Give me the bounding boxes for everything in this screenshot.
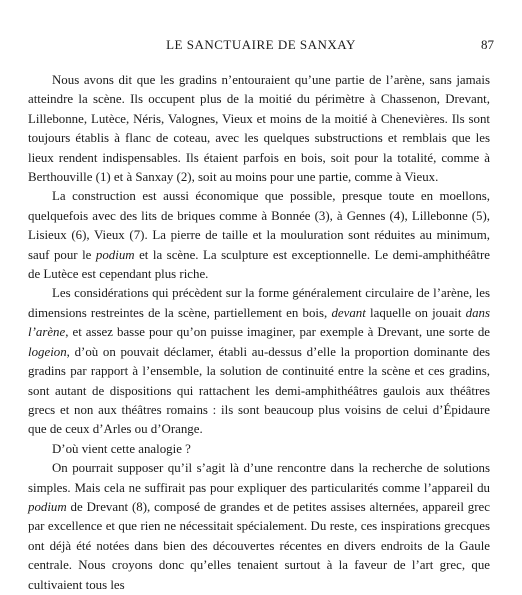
- running-title: LE SANCTUAIRE DE SANXAY: [166, 37, 356, 52]
- paragraph: [28, 187, 490, 284]
- paragraph: [28, 459, 490, 595]
- italic-term: devant: [331, 305, 366, 320]
- text-segment: Nous avons dit que les gradins n’entouraient qu’une partie de l’arène, sans jamais atteindre la scène. Ils occupent plus de la moitié du périmètre à Chassenon, Drevant, Lillebonne, Lutèce, Néris, Valognes, Vieux et moins de la moitié à Chenevières. Ils sont toujours établis à flanc de coteau, avec les quelques substructions et remblais que les lieux rendent indispensables. Ils étaient parfois en bois, soit pour la totalité, comme à Berthouville (1) et à Sanxay (2), soit au moins pour une partie, comme à Vieux.: [28, 73, 490, 185]
- text-segment: La construction est aussi économique que possible, presque toute en moellons, quelquefois avec des lits de briques comme à Bonnée (3), à Gennes (4), Lillebonne (5), Lisieux (6), Vieux (7). La pierre de taille et la mouluration sont réduites au minimum, sauf pour le: [28, 189, 490, 262]
- text-segment: Les considérations qui précèdent sur la forme généralement circulaire de l’arène, les dimensions restreintes de la scène, partiellement en bois,: [28, 286, 490, 320]
- text-segment: et la scène. La sculpture est exceptionnelle. Le demi-amphithéâtre de Lutèce est cependant plus riche.: [28, 247, 490, 282]
- page-number: 87: [481, 37, 494, 52]
- paragraph: [28, 284, 490, 439]
- running-header: [20, 37, 502, 55]
- text-segment: D’où vient cette analogie ?: [52, 441, 191, 456]
- italic-term: logeion: [28, 344, 67, 359]
- text-segment: On pourrait supposer qu’il s’agit là d’une rencontre dans la recherche de solutions simples. Mais cela ne suffirait pas pour expliquer des particularités comme l’appareil du: [28, 461, 490, 495]
- paragraph: [28, 71, 490, 187]
- text-segment: laquelle on jouait: [365, 305, 466, 320]
- italic-term: podium: [28, 499, 67, 514]
- italic-term: podium: [95, 247, 135, 262]
- text-segment: , d’où on pouvait déclamer, établi au-dessus d’elle la proportion dominante des gradins par rapport à l’ensemble, la solution de continuité entre la scène et ces gradins, sont autant de dispositions qui rattachent les demi-amphithéâtres gaulois aux théâtres grecs et non aux théâtres romains : ils sont beaucoup plus voisins de celui d’Épidaure que de ceux d’Arles ou d’Orange.: [28, 344, 490, 437]
- text-segment: de Drevant (8), composé de grandes et de petites assises alternées, appareil grec par excellence et que rien ne nécessitait spécialement. Du reste, ces inspirations grecques ont déjà été notées dans bien des découvertes récentes en divers endroits de la Gaule centrale. Nous croyons donc qu’elles tenaient surtout à la faveur de l’art grec, que cultivaient tous les: [28, 499, 490, 592]
- paragraph: [28, 440, 490, 459]
- text-segment: , et assez basse pour qu’on puisse imaginer, par exemple à Drevant, une sorte de: [65, 325, 490, 340]
- italic-term: dans l’arène: [28, 305, 491, 340]
- body-text: [28, 71, 490, 595]
